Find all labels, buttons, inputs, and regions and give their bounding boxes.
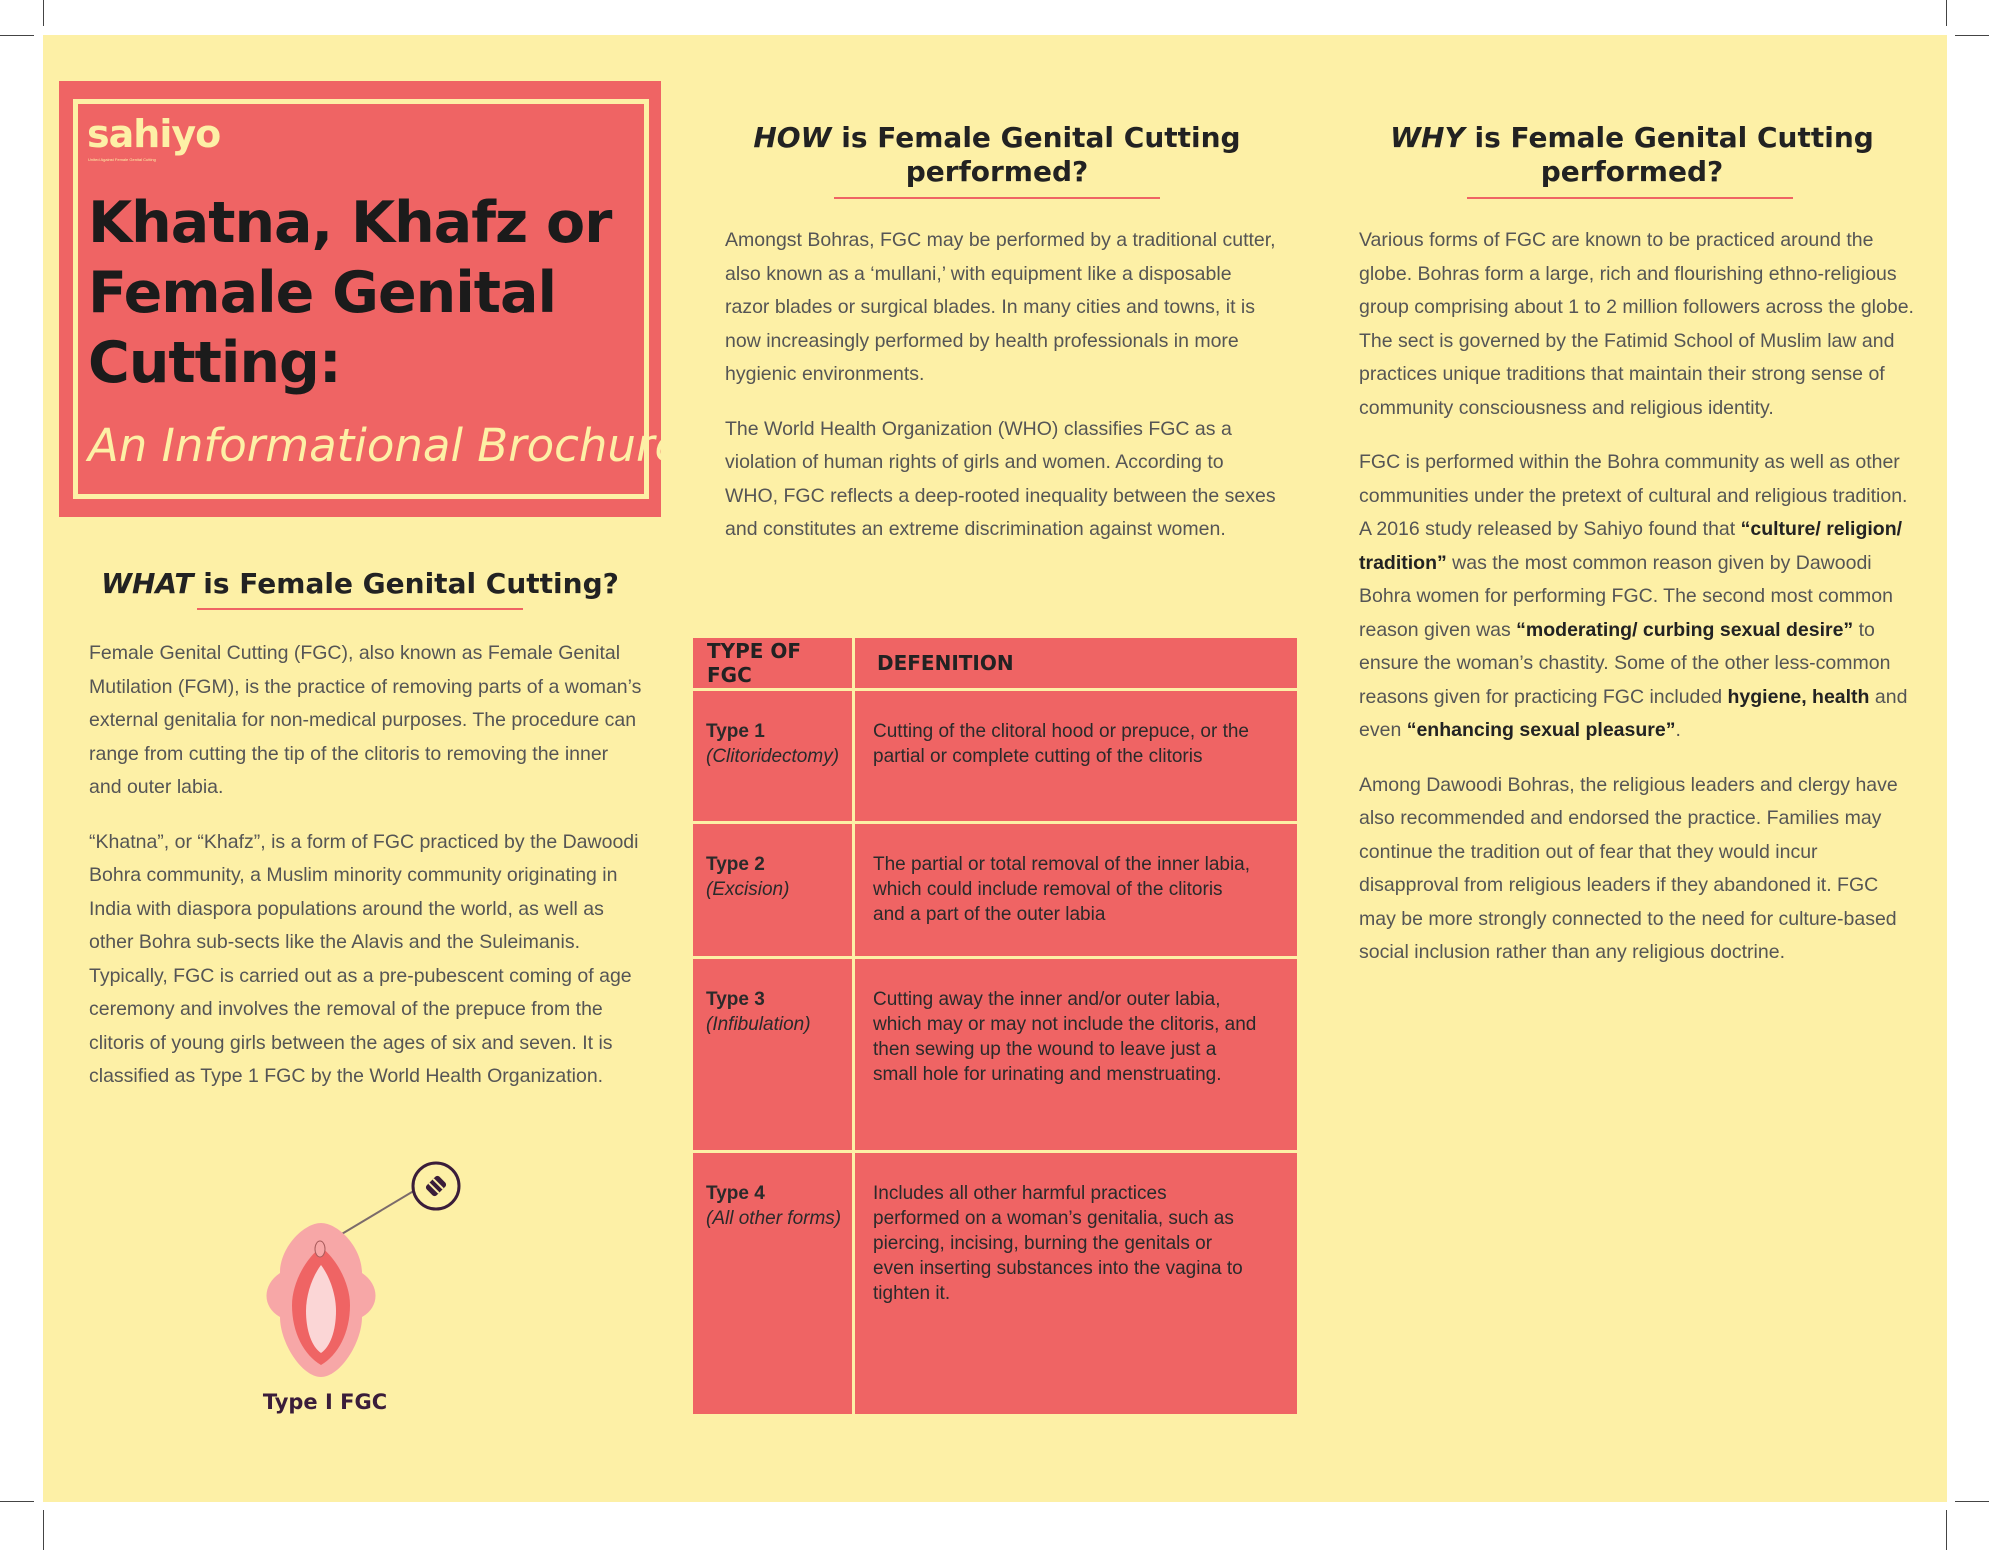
why-p2-text: to ensure the woman’s chastity. Some of the other less-common reasons given for practicing FGC included bbox=[1359, 618, 1891, 708]
table-row bbox=[693, 690, 1297, 823]
brochure-title: Khatna, Khafz or Female Genital Cutting: bbox=[88, 190, 612, 396]
why-p2-emphasis: “moderating/ curbing sexual desire” bbox=[1516, 618, 1854, 641]
how-heading-underline bbox=[834, 197, 1160, 199]
what-heading-keyword: WHAT bbox=[101, 567, 194, 600]
crop-mark bbox=[43, 0, 44, 26]
type-cell bbox=[693, 823, 854, 958]
type-cell bbox=[693, 1152, 854, 1415]
type-name: Type 1 bbox=[706, 721, 765, 742]
why-paragraph-1: Various forms of FGC are known to be practiced around the globe. Bohras form a large, rich and flourishing ethno-religious group comprising about 1 to 2 million followers across the globe. The sect is governed by the Fatimid School of Muslim law and practices unique traditions that maintain their strong sense of community consciousness and religious identity. bbox=[1359, 229, 1914, 419]
why-heading bbox=[1380, 121, 1884, 189]
what-heading-text: is Female Genital Cutting? bbox=[193, 567, 619, 600]
definition-cell: The partial or total removal of the inner labia, which could include removal of the clitoris and a part of the outer labia bbox=[854, 823, 1298, 958]
why-heading-underline bbox=[1467, 197, 1793, 199]
clitoral-hood-shape bbox=[315, 1241, 325, 1257]
fgc-types-table bbox=[693, 638, 1297, 1414]
brochure-subtitle: An Informational Brochure bbox=[88, 419, 683, 472]
crop-mark bbox=[1946, 0, 1947, 26]
why-p2-text: was the most common reason given by Dawoodi Bohra women for performing FGC. The second most common reason given was bbox=[1359, 551, 1893, 641]
why-heading-text: is Female Genital Cutting performed? bbox=[1464, 121, 1874, 188]
crop-mark bbox=[1946, 1510, 1947, 1550]
why-heading-keyword: WHY bbox=[1390, 121, 1465, 154]
why-p2-text: FGC is performed within the Bohra community as well as other communities under the pretext of cultural and religious tradition. A 2016 study released by Sahiyo found that bbox=[1359, 451, 1908, 540]
why-p2-emphasis: “culture/ religion/ tradition” bbox=[1359, 518, 1903, 574]
how-heading-keyword: HOW bbox=[753, 121, 832, 154]
how-paragraph-1: Amongst Bohras, FGC may be performed by a traditional cutter, also known as a ‘mullani,’ with equipment like a disposable razor blades or surgical blades. In many cities and towns, it is now increasingly performed by health professionals in more hygienic environments. bbox=[725, 229, 1276, 385]
why-paragraph-2 bbox=[1359, 446, 1919, 748]
crop-mark bbox=[1955, 35, 1989, 36]
type-1-fgc-illustration bbox=[250, 1155, 470, 1385]
table-row bbox=[693, 958, 1297, 1152]
how-heading-text: is Female Genital Cutting performed? bbox=[831, 121, 1241, 188]
sahiyo-logo: sahiyo bbox=[87, 112, 221, 156]
why-paragraph-3: Among Dawoodi Bohras, the religious leaders and clergy have also recommended and endorsed the practice. Families may continue the tradition out of fear that they would incur disapproval from religious leaders if they abandoned it. FGC may be more strongly connected to the need for culture-based social inclusion rather than any religious doctrine. bbox=[1359, 773, 1898, 963]
crop-mark bbox=[0, 1501, 34, 1502]
crop-mark bbox=[0, 35, 34, 36]
column-header-type: TYPE OF FGC bbox=[693, 638, 854, 690]
crop-mark bbox=[43, 1510, 44, 1550]
type-subtitle: (Excision) bbox=[706, 879, 790, 900]
why-body bbox=[1359, 224, 1919, 991]
crop-mark bbox=[1955, 1501, 1989, 1502]
table-header-row bbox=[693, 638, 1297, 690]
why-p2-text: . bbox=[1675, 719, 1681, 741]
type-cell bbox=[693, 958, 854, 1152]
why-p2-emphasis: hygiene, health bbox=[1727, 685, 1870, 708]
why-p2-emphasis: “enhancing sexual pleasure” bbox=[1406, 719, 1676, 741]
what-heading bbox=[90, 567, 630, 601]
what-paragraph-1: Female Genital Cutting (FGC), also known as Female Genital Mutilation (FGM), is the practice of removing parts of a woman’s external genitalia for non-medical purposes. The procedure can range from cutting the tip of the clitoris to removing the inner and outer labia. bbox=[89, 642, 642, 798]
type-cell bbox=[693, 690, 854, 823]
definition-cell: Cutting of the clitoral hood or prepuce, or the partial or complete cutting of the clitoris bbox=[854, 690, 1298, 823]
column-header-definition: DEFENITION bbox=[854, 638, 1298, 690]
type-subtitle: (Infibulation) bbox=[706, 1014, 811, 1035]
how-paragraph-2: The World Health Organization (WHO) classifies FGC as a violation of human rights of girls and women. According to WHO, FGC reflects a deep-rooted inequality between the sexes and constitutes an extreme discrimination against women. bbox=[725, 417, 1276, 540]
table-row bbox=[693, 823, 1297, 958]
type-name: Type 2 bbox=[706, 854, 765, 875]
what-heading-underline bbox=[197, 608, 523, 610]
definition-cell: Includes all other harmful practices performed on a woman’s genitalia, such as piercing, incising, burning the genitals or even inserting substances into the vagina to tighten it. bbox=[854, 1152, 1298, 1415]
how-body bbox=[725, 224, 1277, 568]
why-p2-text: and even bbox=[1359, 685, 1908, 741]
type-subtitle: (All other forms) bbox=[706, 1208, 842, 1229]
what-paragraph-2: “Khatna”, or “Khafz”, is a form of FGC practiced by the Dawoodi Bohra community, a Muslim minority community originating in India with diaspora populations around the world, as well as other Bohra sub-sects like the Alavis and the Suleimanis. Typically, FGC is carried out as a pre-pubescent coming of age ceremony and involves the removal of the prepuce from the clitoris of young girls between the ages of six and seven. It is classified as Type 1 FGC by the World Health Organization. bbox=[89, 830, 639, 1087]
what-body bbox=[89, 637, 645, 1115]
table-row bbox=[693, 1152, 1297, 1415]
illustration-caption: Type I FGC bbox=[262, 1390, 388, 1414]
type-name: Type 3 bbox=[706, 989, 765, 1010]
logo-tagline: United Against Female Genital Cutting bbox=[88, 157, 156, 162]
how-heading bbox=[745, 121, 1249, 189]
type-subtitle: (Clitoridectomy) bbox=[706, 746, 840, 767]
type-name: Type 4 bbox=[706, 1183, 765, 1204]
definition-cell: Cutting away the inner and/or outer labia, which may or may not include the clitoris, and then sewing up the wound to leave just a small hole for urinating and menstruating. bbox=[854, 958, 1298, 1152]
